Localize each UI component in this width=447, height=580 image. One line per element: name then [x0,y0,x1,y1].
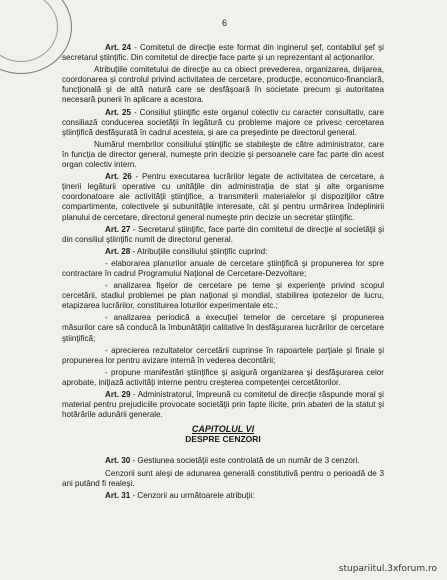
article-31 [62,491,384,501]
article-30-text: - Gestiunea societăţii este controlată de un număr de 3 cenzori. [130,456,360,466]
article-26-label: Art. 26 [105,172,132,182]
document-body [62,43,384,503]
article-25 [62,108,384,138]
article-24-paragraph-2: Atribuţiile comitetului de direcţie au ca obiect prevederea, organizarea, dirijarea, coordonarea şi controlul privind activitatea de cercetare, producţie, economico-financiară, funcţională şi de altă natură care se desfăşoară în societate precum şi autoritatea necesară punerii în aplicare a acestora. [62,65,384,105]
article-29-text: - Administratorul, împreună cu comitetul de direcţie răspunde moral şi material pentru prejudiciile provocate societăţii prin fapte ilicite, prin abateri de la statut şi hotărârile adunării generale. [62,390,384,420]
article-28-label: Art. 28 [105,246,131,256]
chapter-subtitle: DESPRE CENZORI [185,434,261,445]
article-28-item-b: - analizarea fişelor de cercetare pe teme şi experienţe privind scopul cercetării, stadiul problemei pe plan naţional şi mondial, stabilirea ipotezelor de lucru, etapizarea lucrărilor, constituirea loturilor experimentale etc.; [62,281,384,311]
article-27-label: Art. 27 [105,224,131,234]
site-watermark: stupariitul.3xforum.ro [338,564,437,574]
article-25-paragraph-2: Numărul membrilor consiliului ştiinţific se stabileşte de către administrator, care în funcţia de director general, numeşte prin decizie şi persoanele care fac parte din acest organ colectiv intern. [62,139,384,170]
chapter-title: CAPITOLUL VI [191,424,255,435]
article-31-label: Art. 31 [105,490,131,500]
article-26 [62,172,384,222]
article-28-text: - Atribuţiile consiliului ştiinţific cuprind: [130,246,268,256]
article-27-text: - Secretarul ştiinţific, face parte din comitetul de direcţie al societăţii şi din consiliul ştiinţific numit de directorul general. [62,224,384,244]
article-28-item-d: - aprecierea rezultatelor cercetării cuprinse în rapoartele parţiale şi finale şi propunerea lor pentru avizare internă în vederea decontării; [62,345,384,365]
article-30 [62,456,384,466]
article-25-text: - Consiliul ştiinţific este organul colectiv cu caracter consultativ, care consiliază conducerea societăţii în legătură cu probleme majore ce privesc cercetarea ştiinţifică desfăşurată în cadrul acesteia, şi are ca preşedinte pe directorul general. [62,107,384,137]
page-number: 6 [222,18,228,28]
article-27 [62,225,384,245]
article-24-label: Art. 24 [105,43,132,52]
article-30-paragraph-2: Cenzorii sunt aleşi de adunarea generală constitutivă pentru o perioadă de 3 ani putând fi realeşi. [62,468,384,488]
article-25-label: Art. 25 [105,107,131,117]
article-28-item-a: - elaborarea planurilor anuale de cercetare ştiinţifică şi propunerea lor spre contractare în cadrul Programului Naţional de Cercetare-Dezvoltare; [62,258,384,278]
article-28-item-c: - analizarea periodică a execuţiei temelor de cercetare şi propunerea măsurilor care să conducă la îmbunătăţiri calitative în desfăşurarea lucrărilor de cercetare ştiinţifică; [62,313,384,343]
article-24 [62,43,384,63]
article-30-label: Art. 30 [105,456,131,466]
article-31-text: - Cenzorii au următoarele atribuţii: [130,490,255,500]
article-28-item-e: - propune manifestări ştiinţifice şi asigură organizarea şi desfăşurarea celor aprobate, iniţiază activităţi interne pentru creşterea competenţei cercetătorilor. [62,367,384,387]
article-26-text: - Pentru executarea lucrărilor legate de activitatea de cercetare, a ţinerii legăturii operative cu unităţile din administraţia de stat şi alte organisme coordonatoare ale activităţii ştiinţifice, a transmiterii materialelor şi dispoziţiilor către compartimente, colectivele şi subunităţile interesate, cât şi pentru urmărirea îndeplinirii planului de cercetare, directorul general numeşte prin decizie un secretar ştiinţific. [62,172,384,222]
article-29-label: Art. 29 [105,390,131,399]
article-29 [62,390,384,420]
article-24-text: - Comitetul de direcţie este format din inginerul şef, contabilul şef şi secretarul ştiinţific. Din comitetul de direcţie face parte şi un reprezentant al acţionarilor. [62,43,384,63]
article-28 [62,247,384,257]
